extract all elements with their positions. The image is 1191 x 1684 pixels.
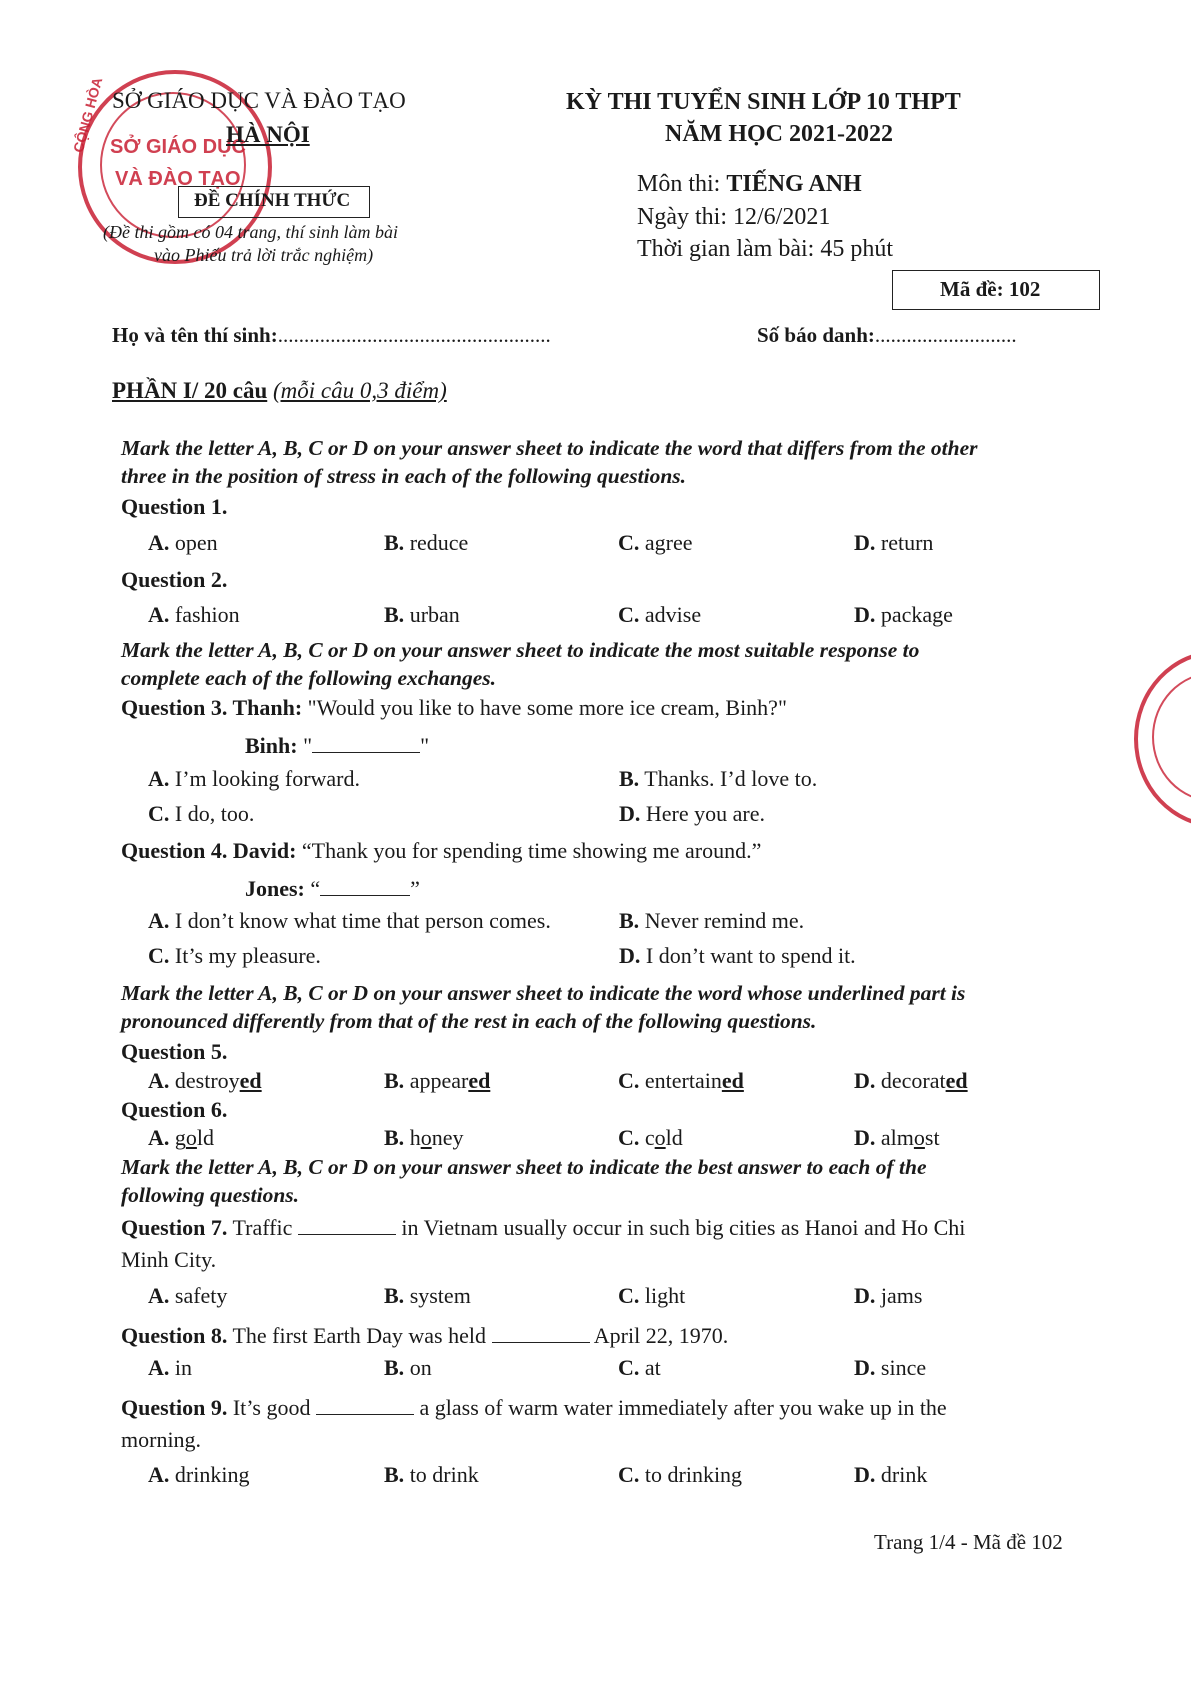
candidate-id-dots: ........................... xyxy=(874,323,1017,347)
question-4-text: “Thank you for spending time showing me around.” xyxy=(296,838,762,863)
exam-note-line-1: (Đề thi gồm có 04 trang, thí sinh làm bài xyxy=(103,222,398,242)
question-7-label: Question 7. xyxy=(121,1215,228,1240)
instruction-exchange-2: complete each of the following exchanges. xyxy=(121,666,497,690)
seal-text-1: SỞ GIÁO DỤC xyxy=(110,136,246,158)
question-4-label: Question 4. David: xyxy=(121,838,297,863)
q3-option-b: B. Thanks. I’d love to. xyxy=(619,766,818,791)
q4-option-b: B. Never remind me. xyxy=(619,908,805,933)
exam-code: Mã đề: 102 xyxy=(940,277,1041,301)
subject-line xyxy=(637,171,862,198)
question-3-label: Question 3. Thanh: xyxy=(121,695,303,720)
instruction-exchange-1: Mark the letter A, B, C or D on your answer sheet to indicate the most suitable response to xyxy=(121,638,920,662)
subject-label: Môn thi: xyxy=(637,171,727,197)
question-6-label: Question 6. xyxy=(121,1097,228,1122)
q6-option-b: B. honey xyxy=(384,1125,464,1150)
q7-option-d: D. jams xyxy=(854,1283,923,1308)
q8-option-a: A. in xyxy=(148,1355,193,1380)
q2-option-b: B. urban xyxy=(384,602,460,627)
section-title: PHẦN I/ 20 câu xyxy=(112,378,268,403)
question-3-text: "Would you like to have some more ice cream, Binh?" xyxy=(302,695,787,720)
candidate-name-label: Họ và tên thí sinh: xyxy=(112,323,278,347)
answer-blank xyxy=(492,1320,590,1343)
question-3 xyxy=(121,695,787,721)
department-line-1: SỞ GIÁO DỤC VÀ ĐÀO TẠO xyxy=(112,88,406,113)
seal-text-2: VÀ ĐÀO TẠO xyxy=(115,168,241,190)
answer-blank xyxy=(316,1392,414,1415)
question-2-label: Question 2. xyxy=(121,567,228,592)
q1-option-a: A. open xyxy=(148,530,218,555)
q5-option-a: A. destroyed xyxy=(148,1068,262,1093)
q8-option-b: B. on xyxy=(384,1355,432,1380)
exam-duration: Thời gian làm bài: 45 phút xyxy=(637,236,893,262)
page-footer: Trang 1/4 - Mã đề 102 xyxy=(874,1530,1063,1554)
q8-option-d: D. since xyxy=(854,1355,927,1380)
q6-option-a: A. gold xyxy=(148,1125,215,1150)
question-5-label: Question 5. xyxy=(121,1039,228,1064)
candidate-name-line xyxy=(112,323,551,348)
q8-option-c: C. at xyxy=(618,1355,661,1380)
q1-option-c: C. agree xyxy=(618,530,693,555)
exam-title: KỲ THI TUYỂN SINH LỚP 10 THPT xyxy=(566,89,961,115)
question-7: Question 7. Traffic in Vietnam usually occur in such big cities as Hanoi and Ho Chi xyxy=(121,1212,965,1241)
question-4-reply: Jones: “ ” xyxy=(245,873,420,902)
q9-option-c: C. to drinking xyxy=(618,1462,743,1487)
question-9-line-2: morning. xyxy=(121,1427,202,1452)
question-9-label: Question 9. xyxy=(121,1395,228,1420)
q3-option-c: C. I do, too. xyxy=(148,801,255,826)
q9-option-b: B. to drink xyxy=(384,1462,479,1487)
question-1-label: Question 1. xyxy=(121,494,228,519)
q7-option-a: A. safety xyxy=(148,1283,228,1308)
q3-option-d: D. Here you are. xyxy=(619,801,765,826)
question-9: Question 9. It’s good a glass of warm water immediately after you wake up in the xyxy=(121,1392,947,1421)
section-heading xyxy=(112,378,447,404)
answer-blank xyxy=(312,730,420,753)
candidate-id-label: Số báo danh: xyxy=(757,323,875,347)
question-4 xyxy=(121,838,761,864)
department-line-2: HÀ NỘI xyxy=(226,122,310,147)
candidate-id-line xyxy=(757,323,1017,348)
q5-option-c: C. entertained xyxy=(618,1068,744,1093)
q2-option-c: C. advise xyxy=(618,602,702,627)
instruction-pronunciation-1: Mark the letter A, B, C or D on your answer sheet to indicate the word whose underlined part is xyxy=(121,981,966,1005)
seal-ring-text: CỘNG HÒA xyxy=(70,75,106,155)
q5-option-b: B. appeared xyxy=(384,1068,491,1093)
q4-option-c: C. It’s my pleasure. xyxy=(148,943,321,968)
school-year: NĂM HỌC 2021-2022 xyxy=(665,121,893,147)
q1-option-d: D. return xyxy=(854,530,934,555)
q4-option-a: A. I don’t know what time that person comes. xyxy=(148,908,551,933)
q6-option-d: D. almost xyxy=(854,1125,940,1150)
answer-blank xyxy=(298,1212,396,1235)
q2-option-a: A. fashion xyxy=(148,602,240,627)
instruction-best-answer-1: Mark the letter A, B, C or D on your answer sheet to indicate the best answer to each of the xyxy=(121,1155,927,1179)
instruction-stress-1: Mark the letter A, B, C or D on your answer sheet to indicate the word that differs from the other xyxy=(121,436,978,460)
q7-option-c: C. light xyxy=(618,1283,686,1308)
subject-value: TIẾNG ANH xyxy=(726,171,862,197)
answer-blank xyxy=(320,873,410,896)
q2-option-d: D. package xyxy=(854,602,953,627)
q6-option-c: C. cold xyxy=(618,1125,683,1150)
q9-option-a: A. drinking xyxy=(148,1462,250,1487)
question-8: Question 8. The first Earth Day was held April 22, 1970. xyxy=(121,1320,728,1349)
q3-option-a: A. I’m looking forward. xyxy=(148,766,361,791)
q9-option-d: D. drink xyxy=(854,1462,928,1487)
question-3-reply: Binh: " " xyxy=(245,730,429,759)
exam-note-line-2: vào Phiếu trả lời trắc nghiệm) xyxy=(154,245,374,265)
section-subtitle: (mỗi câu 0,3 điểm) xyxy=(273,378,447,403)
instruction-pronunciation-2: pronounced differently from that of the rest in each of the following questions. xyxy=(121,1009,817,1033)
q7-option-b: B. system xyxy=(384,1283,471,1308)
q4-option-d: D. I don’t want to spend it. xyxy=(619,943,856,968)
candidate-name-dots: .................................................... xyxy=(277,323,551,347)
question-8-label: Question 8. xyxy=(121,1323,228,1348)
official-label: ĐỀ CHÍNH THỨC xyxy=(194,190,351,211)
question-7-line-2: Minh City. xyxy=(121,1247,217,1272)
instruction-stress-2: three in the position of stress in each of the following questions. xyxy=(121,464,687,488)
exam-date: Ngày thi: 12/6/2021 xyxy=(637,204,831,230)
instruction-best-answer-2: following questions. xyxy=(121,1183,300,1207)
q1-option-b: B. reduce xyxy=(384,530,469,555)
q5-option-d: D. decorated xyxy=(854,1068,968,1093)
